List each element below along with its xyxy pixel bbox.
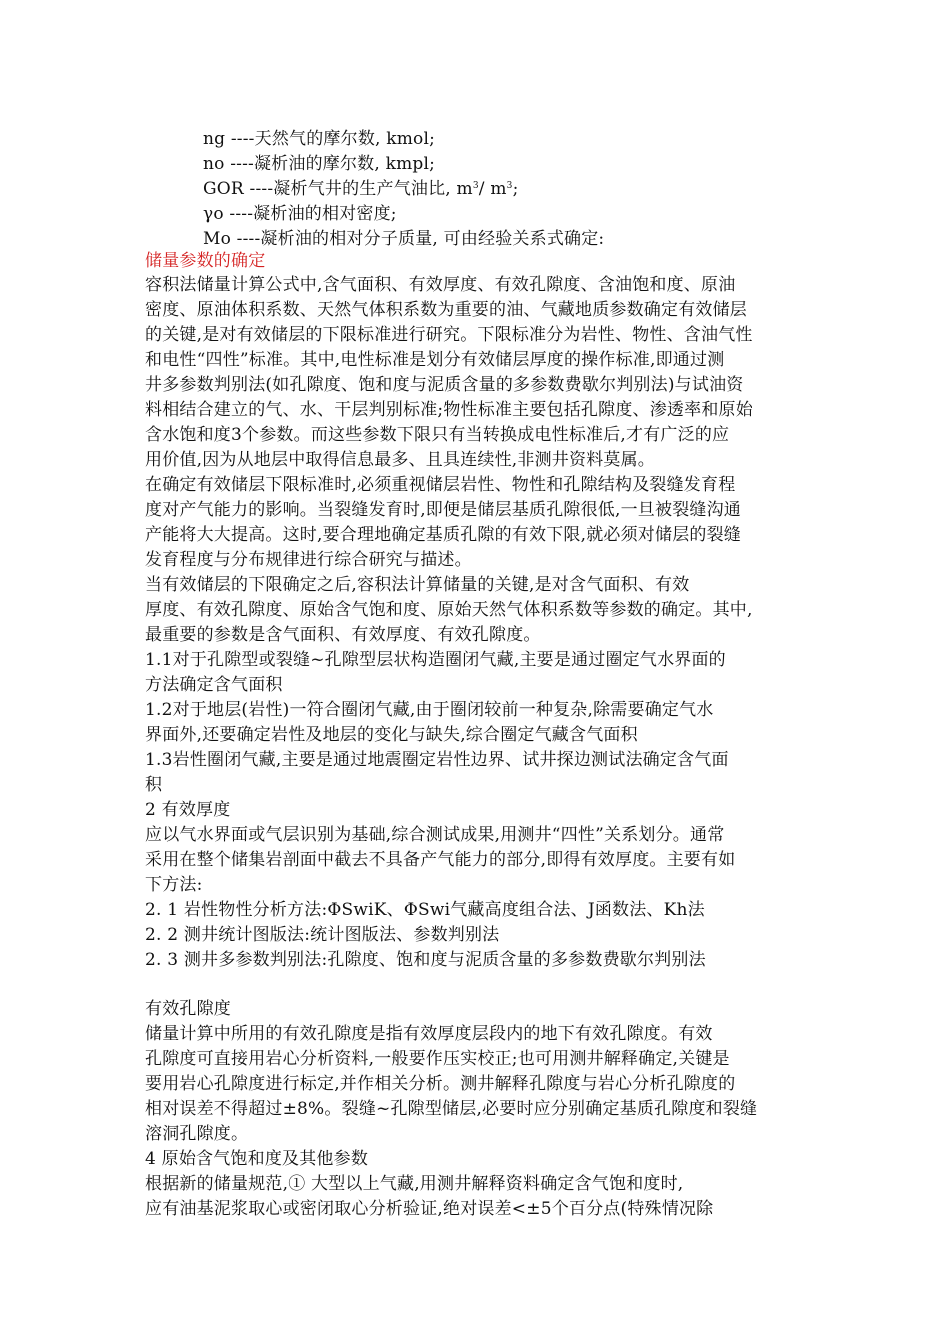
paragraph-line: 下方法: [145,875,203,895]
heading-effective-porosity: 有效孔隙度 [145,999,231,1019]
paragraph-line: 和电性“四性”标准。其中,电性标准是划分有效储层厚度的操作标准,即通过测 [145,350,725,370]
unit-text: / m [478,179,507,199]
paragraph-line: 发育程度与分布规律进行综合研究与描述。 [145,550,472,570]
definition-symbol: γo [203,204,224,224]
paragraph-line: 产能将大大提高。这时,要合理地确定基质孔隙的有效下限,就必须对储层的裂缝 [145,525,742,545]
paragraph-line: 溶洞孔隙度。 [145,1124,249,1144]
paragraph-line: 度对产气能力的影响。当裂缝发育时,即便是储层基质孔隙很低,一旦被裂缝沟通 [145,500,742,520]
definition-symbol: GOR [203,179,244,199]
section-title: 储量参数的确定 [145,251,266,271]
list-item: 2. 2 测井统计图版法:统计图版法、参数判别法 [145,925,500,945]
paragraph-line: 的关键,是对有效储层的下限标准进行研究。下限标准分为岩性、物性、含油气性 [145,325,753,345]
list-item: 2. 3 测井多参数判别法:孔隙度、饱和度与泥质含量的多参数费歇尔判别法 [145,950,706,970]
heading-effective-thickness: 2 有效厚度 [145,800,231,820]
unit-text: ; [512,179,519,199]
unit-text: m [456,179,473,199]
paragraph-line: 应以气水界面或气层识别为基础,综合测试成果,用测井“四性”关系划分。通常 [145,825,725,845]
definition-text: ----凝析油的相对分子质量, 可由经验关系式确定: [231,229,605,249]
paragraph-line: 用价值,因为从地层中取得信息最多、且具连续性,非测井资料莫属。 [145,450,656,470]
paragraph-line: 相对误差不得超过±8%。裂缝~孔隙型储层,必要时应分别确定基质孔隙度和裂缝 [145,1099,758,1119]
definition-gamma-o [203,202,397,226]
definition-gor [203,177,519,201]
definition-text: ----天然气的摩尔数, kmol; [225,129,436,149]
paragraph-line: 孔隙度可直接用岩心分析资料,一般要作压实校正;也可用测井解释确定,关键是 [145,1049,730,1069]
paragraph-line: 当有效储层的下限确定之后,容积法计算储量的关键,是对含气面积、有效 [145,575,690,595]
paragraph-line: 含水饱和度3个参数。而这些参数下限只有当转换成电性标准后,才有广泛的应 [145,425,730,445]
paragraph-line: 要用岩心孔隙度进行标定,并作相关分析。测井解释孔隙度与岩心分析孔隙度的 [145,1074,736,1094]
paragraph-line: 井多参数判别法(如孔隙度、饱和度与泥质含量的多参数费歇尔判别法)与试油资 [145,375,744,395]
definition-mo [203,227,604,251]
paragraph-line: 密度、原油体积系数、天然气体积系数为重要的油、气藏地质参数确定有效储层 [145,300,747,320]
definition-symbol: no [203,154,225,174]
unit-exponent: 3 [472,181,479,191]
list-item: 1.1对于孔隙型或裂缝~孔隙型层状构造圈闭气藏,主要是通过圈定气水界面的 [145,650,726,670]
list-item: 2. 1 岩性物性分析方法:ΦSwiK、ΦSwi气藏高度组合法、J函数法、Kh法 [145,900,705,920]
paragraph-line: 在确定有效储层下限标准时,必须重视储层岩性、物性和孔隙结构及裂缝发育程 [145,475,736,495]
paragraph-line: 储量计算中所用的有效孔隙度是指有效厚度层段内的地下有效孔隙度。有效 [145,1024,713,1044]
definition-text: ----凝析油的相对密度; [223,204,397,224]
paragraph-line: 应有油基泥浆取心或密闭取心分析验证,绝对误差<±5个百分点(特殊情况除 [145,1199,714,1219]
paragraph-line: 容积法储量计算公式中,含气面积、有效厚度、有效孔隙度、含油饱和度、原油 [145,275,736,295]
list-item: 积 [145,775,163,795]
paragraph-line: 厚度、有效孔隙度、原始含气饱和度、原始天然气体积系数等参数的确定。其中, [145,600,753,620]
definition-text: ----凝析油的摩尔数, kmpl; [224,154,436,174]
heading-gas-saturation: 4 原始含气饱和度及其他参数 [145,1149,369,1169]
list-item: 界面外,还要确定岩性及地层的变化与缺失,综合圈定气藏含气面积 [145,725,638,745]
definition-text: ----凝析气井的生产气油比, [243,179,457,199]
paragraph-line: 料相结合建立的气、水、干层判别标准;物性标准主要包括孔隙度、渗透率和原始 [145,400,753,420]
unit-exponent: 3 [506,181,513,191]
definition-ng [203,127,435,151]
list-item: 1.3岩性圈闭气藏,主要是通过地震圈定岩性边界、试井探边测试法确定含气面 [145,750,729,770]
list-item: 方法确定含气面积 [145,675,283,695]
paragraph-line: 最重要的参数是含气面积、有效厚度、有效孔隙度。 [145,625,541,645]
paragraph-line: 采用在整个储集岩剖面中截去不具备产气能力的部分,即得有效厚度。主要有如 [145,850,736,870]
paragraph-line: 根据新的储量规范,① 大型以上气藏,用测井解释资料确定含气饱和度时, [145,1174,684,1194]
definition-symbol: Mo [203,229,232,249]
definition-symbol: ng [203,129,226,149]
definition-no [203,152,435,176]
list-item: 1.2对于地层(岩性)一符合圈闭气藏,由于圈闭较前一种复杂,除需要确定气水 [145,700,714,720]
